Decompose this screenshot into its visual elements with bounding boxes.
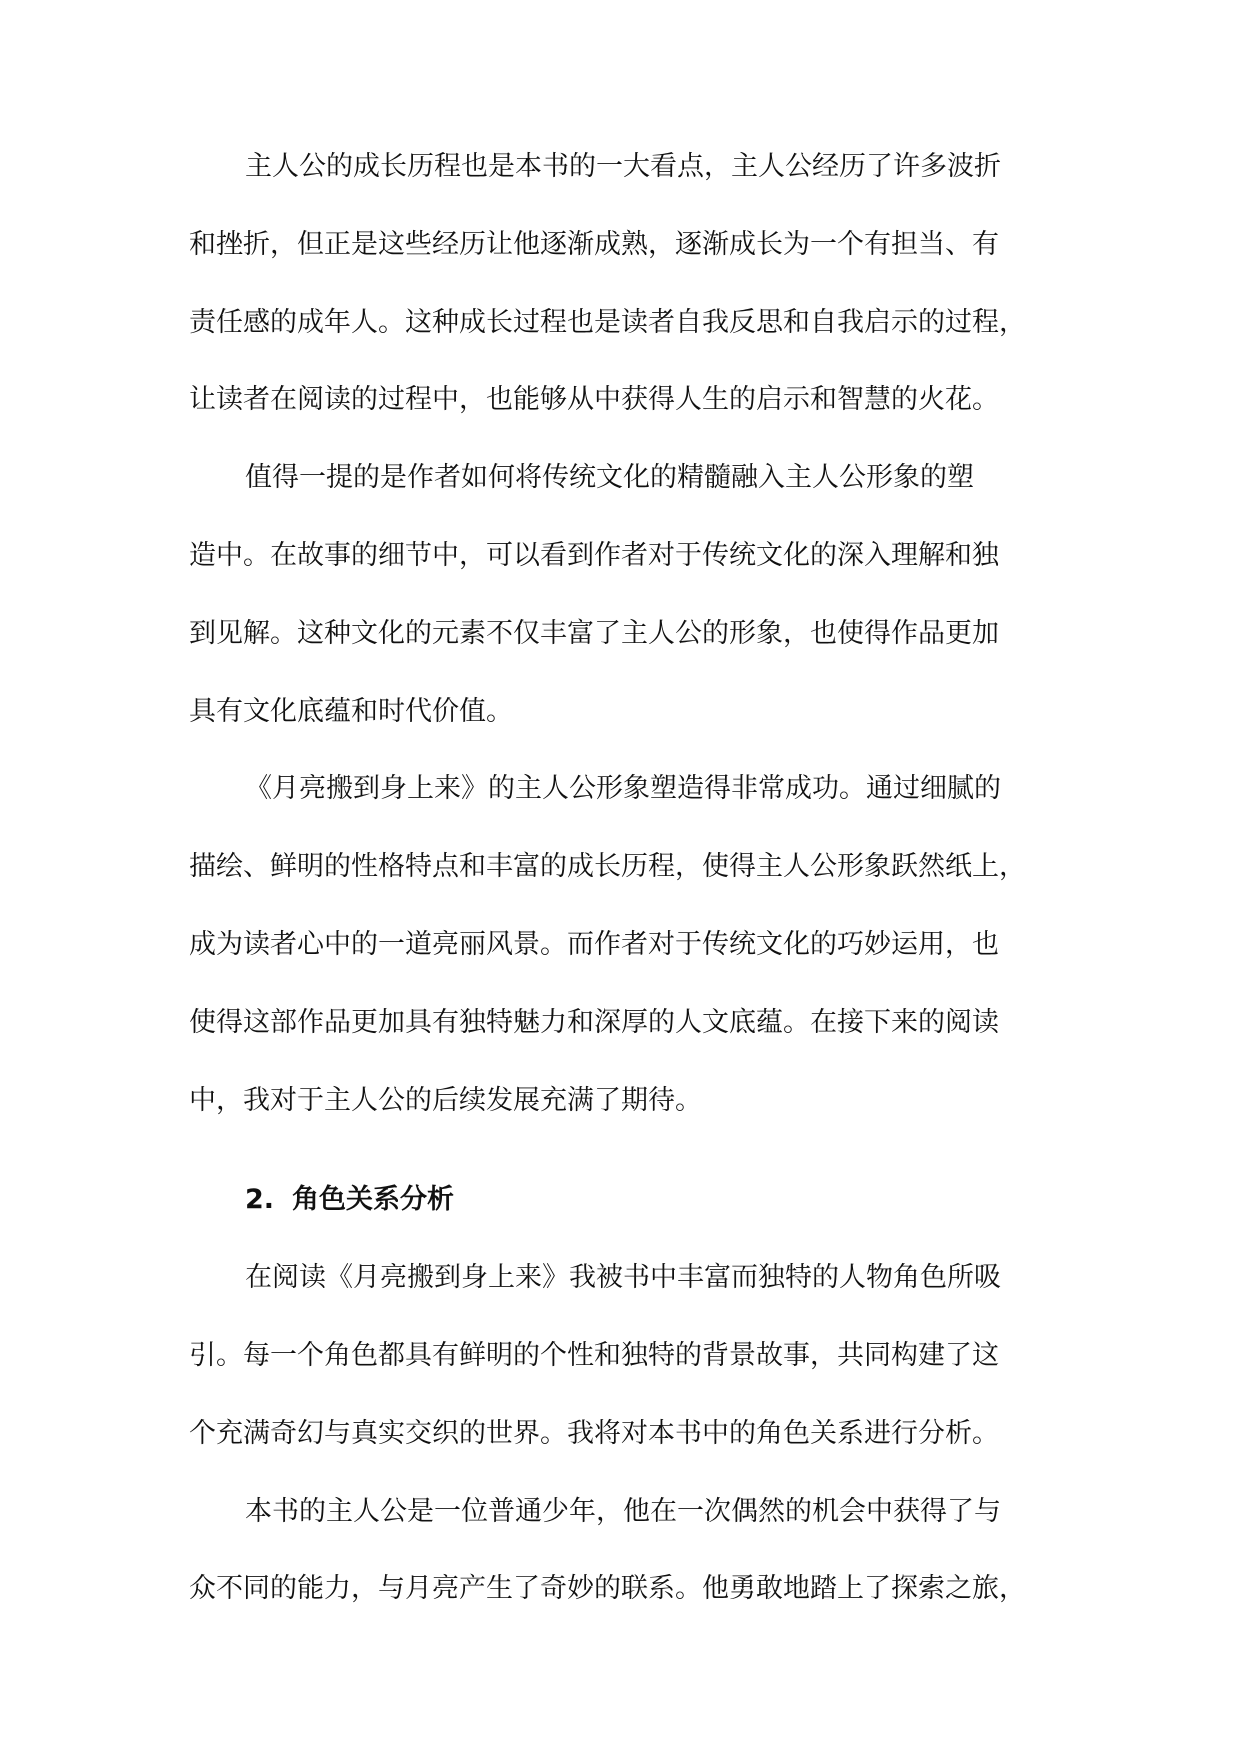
paragraph-5 bbox=[189, 1490, 1079, 1646]
text-line: 众不同的能力，与月亮产生了奇妙的联系。他勇敢地踏上了探索之旅， bbox=[189, 1573, 1026, 1605]
section-number: 2. bbox=[245, 1184, 275, 1216]
text-line: 个充满奇幻与真实交织的世界。我将对本书中的角色关系进行分析。 bbox=[189, 1417, 999, 1449]
paragraph-1 bbox=[189, 145, 1079, 456]
text-line: 描绘、鲜明的性格特点和丰富的成长历程，使得主人公形象跃然纸上， bbox=[189, 851, 1026, 883]
text-line: 和挫折，但正是这些经历让他逐渐成熟，逐渐成长为一个有担当、有 bbox=[189, 228, 999, 260]
text-line: 造中。在故事的细节中，可以看到作者对于传统文化的深入理解和独 bbox=[189, 539, 999, 571]
text-line: 本书的主人公是一位普通少年，他在一次偶然的机会中获得了与 bbox=[245, 1495, 1001, 1527]
paragraph-3 bbox=[189, 767, 1079, 1156]
section-title: 角色关系分析 bbox=[292, 1184, 455, 1216]
text-line: 责任感的成年人。这种成长过程也是读者自我反思和自我启示的过程， bbox=[189, 306, 1026, 338]
text-line: 《月亮搬到身上来》的主人公形象塑造得非常成功。通过细腻的 bbox=[245, 773, 1001, 805]
paragraph-4 bbox=[189, 1256, 1079, 1489]
paragraph-2 bbox=[189, 456, 1079, 767]
document-body bbox=[189, 145, 1079, 1645]
text-line: 在阅读《月亮搬到身上来》我被书中丰富而独特的人物角色所吸 bbox=[245, 1262, 1001, 1294]
text-line: 引。每一个角色都具有鲜明的个性和独特的背景故事，共同构建了这 bbox=[189, 1339, 999, 1371]
text-line: 成为读者心中的一道亮丽风景。而作者对于传统文化的巧妙运用，也 bbox=[189, 928, 999, 960]
text-line: 中，我对于主人公的后续发展充满了期待。 bbox=[189, 1084, 702, 1116]
text-line: 让读者在阅读的过程中，也能够从中获得人生的启示和智慧的火花。 bbox=[189, 384, 999, 416]
text-line: 使得这部作品更加具有独特魅力和深厚的人文底蕴。在接下来的阅读 bbox=[189, 1006, 999, 1038]
text-line: 具有文化底蕴和时代价值。 bbox=[189, 695, 513, 727]
text-line: 值得一提的是作者如何将传统文化的精髓融入主人公形象的塑 bbox=[245, 462, 974, 494]
text-line: 主人公的成长历程也是本书的一大看点，主人公经历了许多波折 bbox=[245, 151, 1001, 182]
section-heading bbox=[189, 1178, 1079, 1256]
text-line: 到见解。这种文化的元素不仅丰富了主人公的形象，也使得作品更加 bbox=[189, 617, 999, 649]
